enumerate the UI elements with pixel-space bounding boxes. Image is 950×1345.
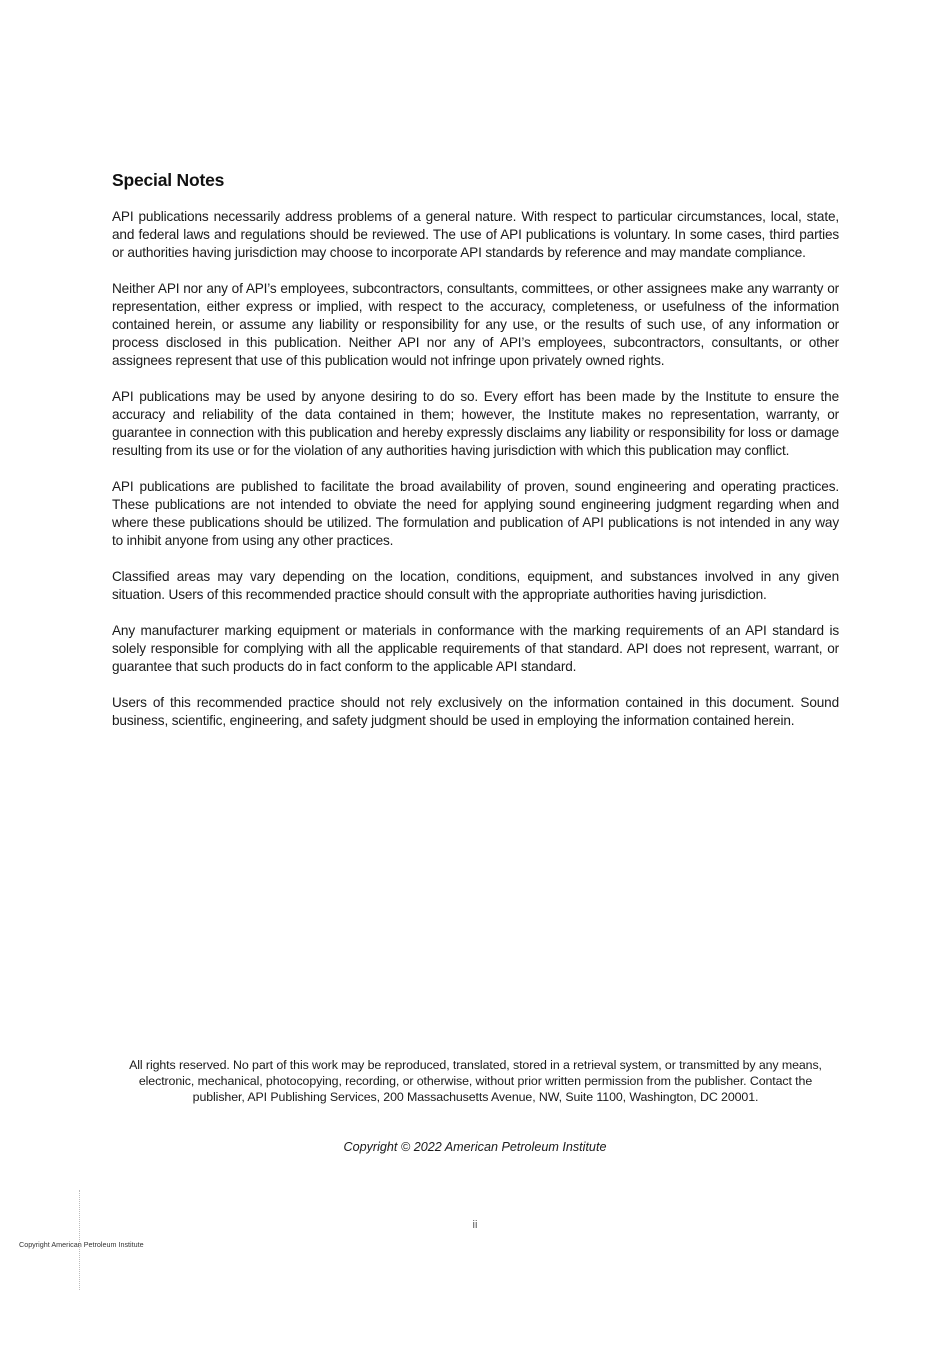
notes-paragraph-4: API publications are published to facilitate the broad availability of proven, sound engineering and operating practices. These publications are not intended to obviate the need for applying sound engineering judgment regarding when and where these publications should be utilized. The formulation and publication of API publications is not intended in any way to inhibit anyone from using any other practices. <box>112 479 839 548</box>
notes-paragraph-6: Any manufacturer marking equipment or materials in conformance with the marking requirements of an API standard is solely responsible for complying with all the applicable requirements of that standard. API does not represent, warrant, or guarantee that such products do in fact conform to the applicable API standard. <box>112 623 839 674</box>
copyright-line: Copyright © 2022 American Petroleum Institute <box>343 1140 607 1154</box>
special-notes-body <box>112 208 839 748</box>
page-number: ii <box>472 1219 478 1231</box>
notes-paragraph-3: API publications may be used by anyone desiring to do so. Every effort has been made by the Institute to ensure the accuracy and reliability of the data contained in them; however, the Institute makes no representation, warranty, or guarantee in connection with this publication and hereby expressly disclaims any liability or responsibility for loss or damage resulting from its use or for the violation of any authorities having jurisdiction with which this publication may conflict. <box>112 389 839 458</box>
copyright-watermark: Copyright American Petroleum Institute <box>19 1240 144 1249</box>
notes-paragraph-5: Classified areas may vary depending on the location, conditions, equipment, and substances involved in any given situation. Users of this recommended practice should consult with the appropriate authorities having jurisdiction. <box>112 569 839 602</box>
rights-notice: All rights reserved. No part of this work may be reproduced, translated, stored in a retrieval system, or transmitted by any means, electronic, mechanical, photocopying, recording, or otherwise, without prior written permission from the publisher. Contact the publisher, API Publishing Services, 200 Massachusetts Avenue, NW, Suite 1100, Washington, DC 20001. <box>129 1058 822 1105</box>
notes-paragraph-2: Neither API nor any of API’s employees, subcontractors, consultants, committees, or other assignees make any warranty or representation, either express or implied, with respect to the accuracy, completeness, or usefulness of the information contained herein, or assume any liability or responsibility for any use, or the results of such use, of any information or process disclosed in this publication. Neither API nor any of API’s employees, subcontractors, consultants, or other assignees represent that use of this publication would not infringe upon privately owned rights. <box>112 281 839 368</box>
notes-paragraph-7: Users of this recommended practice should not rely exclusively on the information contained in this document. Sound business, scientific, engineering, and safety judgment should be used in employing the information contained herein. <box>112 695 839 728</box>
page-title: Special Notes <box>112 170 225 190</box>
notes-paragraph-1: API publications necessarily address problems of a general nature. With respect to particular circumstances, local, state, and federal laws and regulations should be reviewed. The use of API publications is voluntary. In some cases, third parties or authorities having jurisdiction may choose to incorporate API standards by reference and may mandate compliance. <box>112 209 839 260</box>
